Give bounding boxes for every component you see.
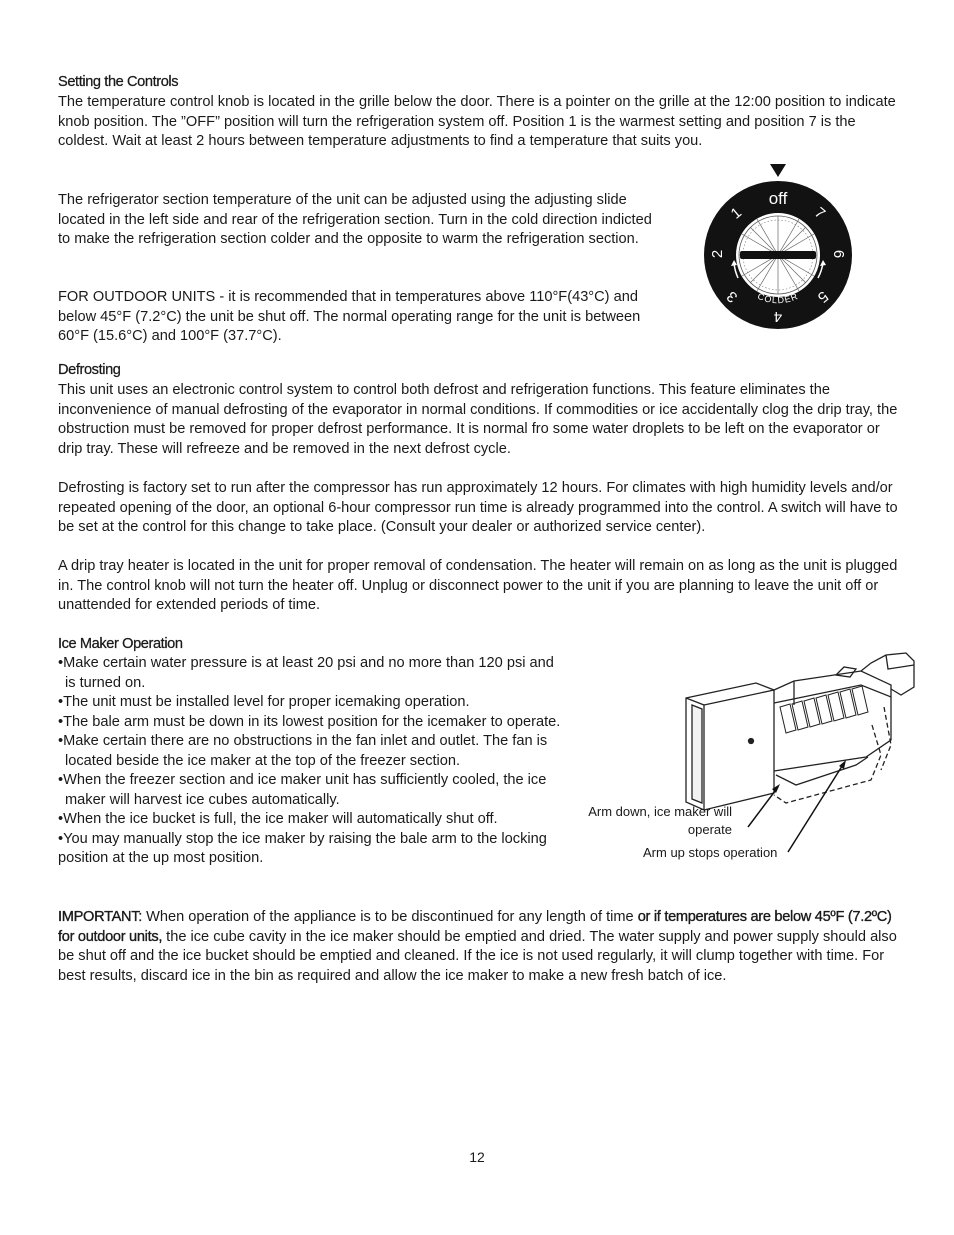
outdoor-units-paragraph: FOR OUTDOOR UNITS - it is recommended that in temperatures above 110°F(43°C) and below 45°F (7.2°C) the unit be shut off. The normal operating range for the unit is between 60°F (15.6°C) and 100°F (37.7°C).: [58, 289, 641, 344]
list-item: •When the freezer section and ice maker unit has sufficiently cooled, the ice maker will harvest ice cubes automatically.: [58, 772, 547, 808]
important-text-2: the ice cube cavity in the ice maker should be emptied and dried. The water supply and power supply should also be shut off and the ice bucket should be emptied and cleaned. If the ice is not used regularly, it will clump together with time. For best results, discard ice in the bin as required and allow the ice maker to make a new fresh batch of ice.: [58, 928, 897, 984]
dial-number-3: 3: [723, 287, 741, 306]
list-item: •The unit must be installed level for proper icemaking operation.: [58, 694, 470, 710]
arm-down-caption: [566, 803, 732, 839]
controls-paragraph-1: The temperature control knob is located in the grille below the door. There is a pointer on the grille at the 12:00 position to indicate knob position. The ”OFF” position will turn the refrigeration system off. Position 1 is the warmest setting and position 7 is the coldest. Wait at least 2 hours between temperature adjustments to find a temperature that suits you.: [58, 94, 896, 149]
controls-paragraph-2: The refrigerator section temperature of the unit can be adjusted using the adjusting slide located in the left side and rear of the refrigeration section. Turn in the cold direction indicted to make the refrigeration section colder and the opposite to warm the refrigeration section.: [58, 192, 652, 247]
dial-number-5: 5: [814, 287, 832, 306]
dial-number-1: 1: [727, 204, 745, 223]
important-bold-text: or if temperatures are below 45ºF (7.2ºC) for outdoor units,: [58, 909, 892, 945]
list-item: •Make certain water pressure is at least 20 psi and no more than 120 psi and is turned on.: [58, 655, 554, 691]
dial-number-2: 2: [709, 249, 726, 259]
pointer-triangle-icon: [770, 164, 786, 177]
dial-number-6: 6: [830, 249, 847, 259]
list-item: •You may manually stop the ice maker by raising the bale arm to the locking position at the up most position.: [58, 830, 547, 866]
defrost-paragraph-3: A drip tray heater is located in the unit for proper removal of condensation. The heater will remain on as long as the unit is plugged in. The control knob will not turn the heater off. Unplug or disconnect power to the unit if you are planning to leave the unit off or unattended for extended periods of time.: [58, 558, 898, 613]
icemaker-heading: Ice Maker Operation: [58, 636, 183, 652]
arm-down-caption-line-2: operate: [687, 822, 732, 837]
dial-colder-label: COLDER: [756, 290, 800, 306]
important-paragraph: [58, 908, 898, 986]
temperature-dial-illustration: [696, 160, 856, 335]
important-label: IMPORTANT:: [58, 909, 143, 925]
important-text-1: When operation of the appliance is to be discontinued for any length of time: [142, 909, 638, 925]
defrost-paragraph-2: Defrosting is factory set to run after the compressor has run approximately 12 hours. For climates with high humidity levels and/or repeated opening of the door, an optional 6-hour compressor run time is already programmed into the control. A switch will have to be set at the control for this change to take place. (Consult your dealer or authorized service center).: [58, 480, 898, 535]
arm-down-caption-line-1: Arm down, ice maker will: [588, 804, 732, 819]
defrost-paragraph-1: This unit uses an electronic control system to control both defrost and refrigeration functions. This feature eliminates the inconvenience of manual defrosting of the evaporator in normal conditions. If commodities or ice accidentally clog the drip tray, the obstruction must be removed for proper defrost performance. It is normal fro some water droplets to be left on the evaporator or drip tray. These will refreeze and be removed in the next defrost cycle.: [58, 382, 898, 457]
list-item: •Make certain there are no obstructions in the fan inlet and outlet. The fan is located beside the ice maker at the top of the freezer section.: [58, 733, 548, 769]
controls-heading: Setting the Controls: [58, 74, 179, 90]
list-item: •The bale arm must be down in its lowest position for the icemaker to operate.: [58, 713, 561, 730]
dial-off-label: off: [768, 189, 788, 208]
defrost-heading: Defrosting: [58, 362, 121, 378]
page-number: 12: [469, 1149, 485, 1165]
dial-number-4: 4: [773, 308, 783, 325]
icemaker-bullet-list: [58, 654, 568, 869]
arm-up-caption: Arm up stops operation: [643, 845, 778, 860]
list-item: •When the ice bucket is full, the ice maker will automatically shut off.: [58, 811, 498, 827]
dial-number-7: 7: [811, 204, 829, 223]
